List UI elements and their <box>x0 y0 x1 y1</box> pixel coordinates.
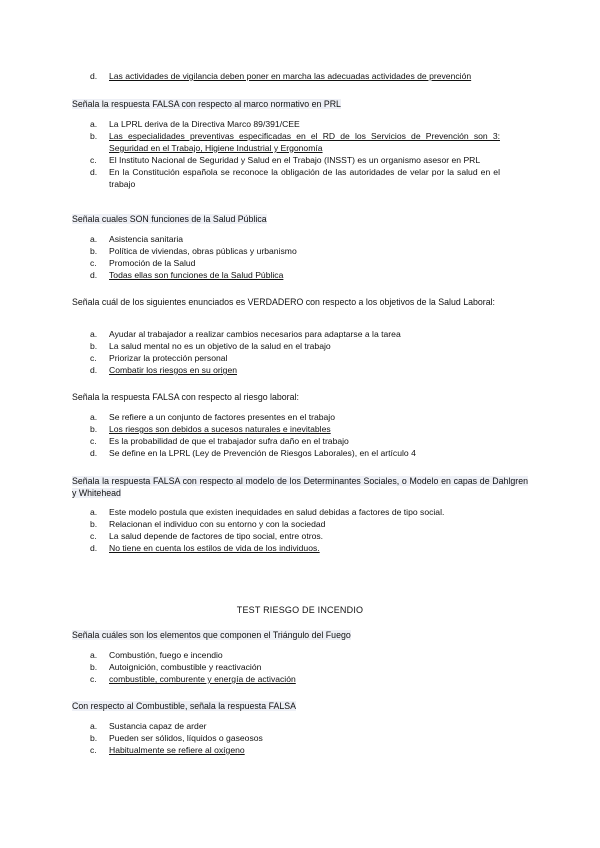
q3-option-b <box>90 341 500 353</box>
fq1-option-a <box>90 650 500 662</box>
fq1-option-c <box>90 674 500 686</box>
option-text: Asistencia sanitaria <box>109 234 184 244</box>
option-text: Las actividades de vigilancia deben poner en marcha las adecuadas actividades de prevención <box>109 71 472 81</box>
option-text: Se refiere a un conjunto de factores presentes en el trabajo <box>109 412 335 422</box>
question-1 <box>72 98 528 110</box>
option-text: Priorizar la protección personal <box>109 353 228 363</box>
option-letter: d. <box>90 543 98 553</box>
option-text: La salud mental no es un objetivo de la salud en el trabajo <box>109 341 331 351</box>
option-letter: a. <box>90 234 98 244</box>
option-letter: c. <box>90 436 97 446</box>
option-letter: a. <box>90 412 98 422</box>
q2-option-b <box>90 246 500 258</box>
option-letter: b. <box>90 519 98 529</box>
option-text: Relacionan el individuo con su entorno y con la sociedad <box>109 519 326 529</box>
option-text: La LPRL deriva de la Directiva Marco 89/391/CEE <box>109 119 300 129</box>
option-letter: c. <box>90 531 97 541</box>
option-text: Sustancia capaz de arder <box>109 721 207 731</box>
option-letter: a. <box>90 650 98 660</box>
q3-option-c <box>90 353 500 365</box>
option-text: El Instituto Nacional de Seguridad y Salud en el Trabajo (INSST) es un organismo asesor en PRL <box>109 155 481 165</box>
option-text: No tiene en cuenta los estilos de vida de los individuos. <box>109 543 320 553</box>
option-text: La salud depende de factores de tipo social, entre otros. <box>109 531 324 541</box>
option-text: Combustión, fuego e incendio <box>109 650 223 660</box>
question-text: Con respecto al Combustible, señala la respuesta FALSA <box>72 701 296 711</box>
option-letter: b. <box>90 424 98 434</box>
option-letter: a. <box>90 721 98 731</box>
question-text: Señala la respuesta FALSA con respecto al riesgo laboral: <box>72 392 299 402</box>
option-letter: b. <box>90 341 98 351</box>
option-text: Este modelo postula que existen inequidades en salud debidas a factores de tipo social. <box>109 507 445 517</box>
option-letter: a. <box>90 119 98 129</box>
option-letter: c. <box>90 155 97 165</box>
option-letter: b. <box>90 733 98 743</box>
question-3 <box>72 296 528 308</box>
option-letter: a. <box>90 329 98 339</box>
option-letter: d. <box>90 448 98 458</box>
option-letter: b. <box>90 246 98 256</box>
option-letter: b. <box>90 662 98 672</box>
q5-option-a <box>90 507 500 519</box>
fq2-option-b <box>90 733 500 745</box>
option-letter: b. <box>90 131 98 141</box>
option-letter: a. <box>90 507 98 517</box>
option-letter: c. <box>90 353 97 363</box>
option-d-top <box>90 71 500 83</box>
question-2 <box>72 213 528 225</box>
q1-option-d <box>90 167 500 191</box>
option-text: Ayudar al trabajador a realizar cambios necesarios para adaptarse a la tarea <box>109 329 401 339</box>
q2-option-a <box>90 234 500 246</box>
fire-question-1 <box>72 629 528 641</box>
fire-question-2 <box>72 700 528 712</box>
question-text: Señala cuáles son los elementos que componen el Triángulo del Fuego <box>72 630 351 640</box>
option-letter: d. <box>90 365 98 375</box>
question-5 <box>72 475 528 499</box>
q1-option-a <box>90 119 500 131</box>
option-text: Promoción de la Salud <box>109 258 196 268</box>
q4-option-c <box>90 436 500 448</box>
q5-option-b <box>90 519 500 531</box>
q4-option-d <box>90 448 500 460</box>
question-text: Señala la respuesta FALSA con respecto al marco normativo en PRL <box>72 99 341 109</box>
q4-option-a <box>90 412 500 424</box>
fq2-option-c <box>90 745 500 757</box>
option-letter: d. <box>90 71 98 81</box>
option-text: Todas ellas son funciones de la Salud Pública <box>109 270 284 280</box>
option-text: Pueden ser sólidos, líquidos o gaseosos <box>109 733 263 743</box>
q1-option-c <box>90 155 500 167</box>
option-text: Autoignición, combustible y reactivación <box>109 662 262 672</box>
option-letter: d. <box>90 270 98 280</box>
option-letter: c. <box>90 745 97 755</box>
option-letter: c. <box>90 674 97 684</box>
q5-option-c <box>90 531 500 543</box>
option-text: Es la probabilidad de que el trabajador sufra daño en el trabajo <box>109 436 349 446</box>
option-letter: d. <box>90 167 98 177</box>
question-text: Señala cuales SON funciones de la Salud Pública <box>72 214 267 224</box>
q4-option-b <box>90 424 500 436</box>
q1-option-b <box>90 131 500 155</box>
q2-option-d <box>90 270 500 282</box>
option-text: En la Constitución española se reconoce la obligación de las autoridades de velar por la salud en el trabajo <box>109 167 500 189</box>
option-text: Habitualmente se refiere al oxígeno <box>109 745 245 755</box>
q5-option-d <box>90 543 500 555</box>
option-text: Las especialidades preventivas especificadas en el RD de los Servicios de Prevención son 3: Seguridad en el Trabajo, Higiene Industrial y Ergonomía <box>109 131 500 153</box>
fq2-option-a <box>90 721 500 733</box>
q3-option-a <box>90 329 500 341</box>
option-text: Política de viviendas, obras públicas y urbanismo <box>109 246 297 256</box>
option-text: Los riesgos son debidos a sucesos naturales e inevitables <box>109 424 331 434</box>
section-title: TEST RIESGO DE INCENDIO <box>236 605 364 615</box>
option-text: Se define en la LPRL (Ley de Prevención de Riesgos Laborales), en el artículo 4 <box>109 448 416 458</box>
option-text: combustible, comburente y energía de activación <box>109 674 296 684</box>
q3-option-d <box>90 365 500 377</box>
question-4 <box>72 391 528 403</box>
question-text: Señala la respuesta FALSA con respecto al modelo de los Determinantes Sociales, o Modelo en capas de Dahlgren y Whitehead <box>72 476 528 498</box>
question-text: Señala cuál de los siguientes enunciados es VERDADERO con respecto a los objetivos de la Salud Laboral: <box>72 297 495 307</box>
q2-option-c <box>90 258 500 270</box>
option-text: Combatir los riesgos en su origen <box>109 365 238 375</box>
fq1-option-b <box>90 662 500 674</box>
option-letter: c. <box>90 258 97 268</box>
